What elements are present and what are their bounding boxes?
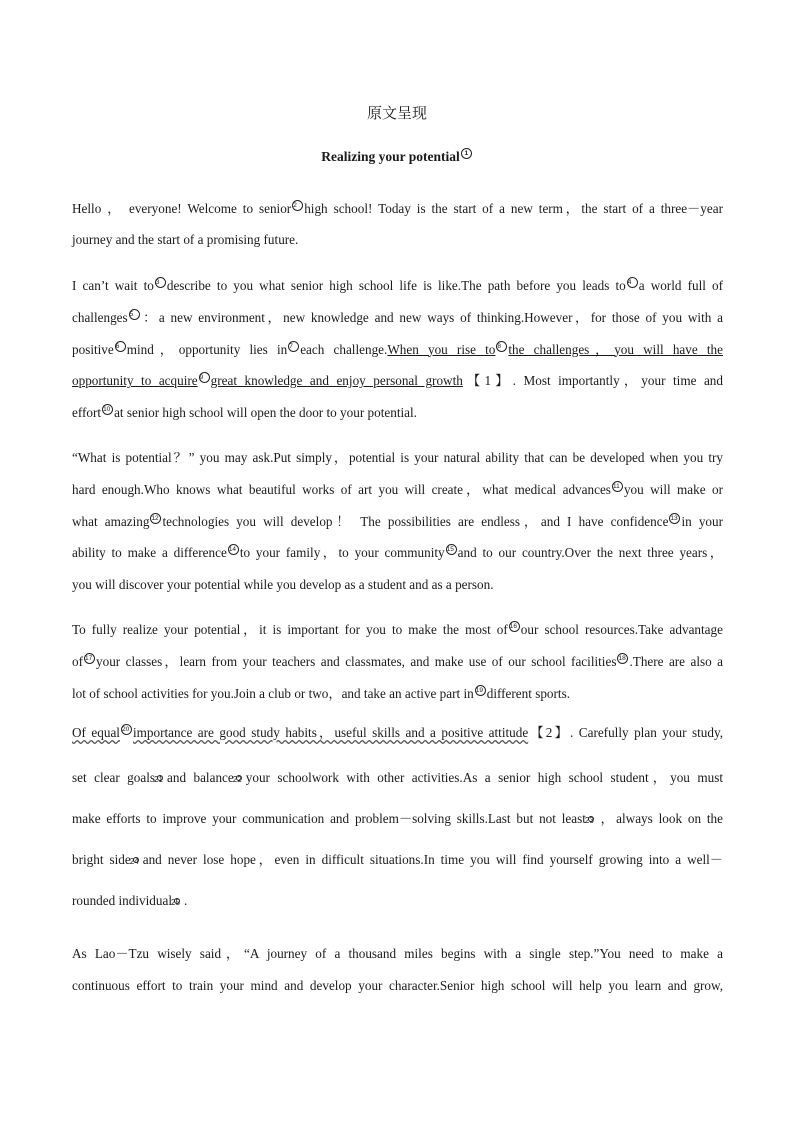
text-line bbox=[72, 646, 723, 678]
text-line: you will discover your potential while you develop as a student and as a person. bbox=[72, 577, 494, 593]
text-segment: what amazing bbox=[72, 513, 150, 529]
text-segment: and to our country.Over the next three years， bbox=[457, 545, 723, 561]
underlined-sentence bbox=[387, 342, 723, 357]
article-title-text: Realizing your potential bbox=[321, 149, 460, 164]
text-segment: and never lose hope，even in difficult situations.In time you will find yourself growing into a well－ bbox=[142, 852, 723, 867]
note-marker-11: 11 bbox=[612, 481, 623, 492]
note-marker-21 bbox=[154, 775, 165, 784]
note-number: 22 bbox=[232, 775, 242, 784]
note-marker-18: 18 bbox=[617, 653, 628, 664]
text-segment: and balance bbox=[167, 770, 234, 785]
paragraph-2 bbox=[72, 270, 723, 429]
text-segment: a world full of bbox=[638, 278, 724, 293]
text-segment: rounded individual bbox=[72, 893, 172, 908]
text-segment: great knowledge and enjoy personal growth bbox=[210, 373, 463, 389]
text-line bbox=[72, 397, 723, 429]
note-marker-19: 19 bbox=[475, 685, 486, 696]
text-segment: high school! Today is the start of a new term，the start of a three－year bbox=[304, 201, 723, 216]
note-marker-24 bbox=[129, 857, 141, 866]
note-marker-4: 4 bbox=[627, 277, 638, 288]
text-line bbox=[72, 723, 723, 743]
underlined-sentence bbox=[72, 373, 463, 388]
text-line bbox=[72, 757, 723, 798]
text-line bbox=[72, 474, 723, 506]
text-segment: our school resources.Take advantage bbox=[520, 622, 723, 637]
note-marker-25 bbox=[171, 898, 182, 907]
note-marker-1: 1 bbox=[461, 148, 472, 159]
text-segment: . bbox=[184, 893, 188, 908]
note-number: 23 bbox=[584, 816, 594, 825]
note-marker-12: 12 bbox=[150, 513, 161, 524]
text-line bbox=[72, 537, 723, 569]
paragraph-1 bbox=[72, 193, 723, 255]
note-marker-2: 2 bbox=[292, 200, 303, 211]
text-segment: Of equal bbox=[72, 725, 120, 740]
text-segment: different sports. bbox=[486, 685, 571, 701]
text-segment: challenges bbox=[72, 309, 128, 325]
text-line: “What is potential？” you may ask.Put simply，potential is your natural ability that can be developed when you try bbox=[72, 450, 723, 465]
text-segment: technologies you will develop！ The possibilities are endless，and I have confidence bbox=[162, 513, 669, 529]
text-line bbox=[72, 839, 723, 880]
text-segment: opportunity to acquire bbox=[72, 373, 198, 389]
note-marker-5: 5 bbox=[129, 309, 140, 320]
note-marker-15: 15 bbox=[446, 544, 457, 555]
text-line bbox=[72, 614, 723, 646]
text-segment: each challenge. bbox=[300, 341, 388, 357]
note-marker-6: 6 bbox=[115, 341, 126, 352]
text-segment: When you rise to bbox=[387, 341, 496, 357]
text-line bbox=[72, 506, 723, 538]
text-segment: hard enough.Who knows what beautiful works of art you will create，what medical advances bbox=[72, 481, 611, 497]
text-line bbox=[72, 798, 723, 839]
text-line bbox=[72, 678, 723, 710]
text-segment: .There are also a bbox=[629, 653, 723, 669]
section-heading: 原文呈现 bbox=[366, 106, 427, 122]
text-segment: you will make or bbox=[623, 481, 723, 497]
note-marker-7: 7 bbox=[288, 341, 299, 352]
note-marker-8: 8 bbox=[496, 341, 507, 352]
note-marker-23 bbox=[584, 816, 596, 825]
paragraph-3 bbox=[72, 442, 723, 601]
text-segment: ，always look on the bbox=[597, 811, 723, 826]
paragraph-4 bbox=[72, 614, 723, 709]
text-line bbox=[72, 365, 723, 397]
text-segment: make efforts to improve your communication and problem－solving skills.Last but not least bbox=[72, 811, 586, 826]
text-line: As Lao－Tzu wisely said，“A journey of a thousand miles begins with a single step.”You need to make a bbox=[72, 946, 723, 961]
wavy-underlined-sentence bbox=[72, 725, 528, 740]
text-line bbox=[72, 334, 723, 366]
text-segment: the challenges，you will have the bbox=[508, 341, 723, 357]
text-segment: set clear goals bbox=[72, 770, 155, 785]
text-segment: your schoolwork with other activities.As a senior high school student，you must bbox=[245, 770, 723, 785]
paragraph-5 bbox=[72, 723, 723, 921]
note-marker-3: 3 bbox=[155, 277, 166, 288]
text-line bbox=[72, 880, 723, 921]
text-segment: bright side bbox=[72, 852, 131, 867]
text-segment: effort bbox=[72, 405, 102, 421]
text-segment: positive bbox=[72, 341, 114, 357]
text-segment: Hello ， everyone! Welcome to senior bbox=[72, 201, 292, 216]
text-line: continuous effort to train your mind and develop your character.Senior high school will help you learn and grow, bbox=[72, 978, 723, 993]
note-marker-16: 16 bbox=[509, 621, 520, 632]
text-segment: 【2】. Carefully plan your study, bbox=[528, 725, 723, 740]
text-segment: to your family，to your community bbox=[239, 545, 445, 561]
text-segment: To fully realize your potential，it is important for you to make the most of bbox=[72, 622, 508, 637]
text-segment: describe to you what senior high school life is like.The path before you leads to bbox=[166, 278, 626, 293]
article-title bbox=[0, 148, 794, 165]
note-marker-14: 14 bbox=[228, 544, 239, 555]
note-marker-17: 17 bbox=[84, 653, 95, 664]
text-segment: lot of school activities for you.Join a club or two，and take an active part in bbox=[72, 685, 474, 701]
note-marker-9: 9 bbox=[199, 372, 210, 383]
text-line bbox=[72, 302, 723, 334]
note-number: 21 bbox=[154, 775, 163, 784]
text-segment: in your bbox=[681, 513, 723, 529]
paragraph-6 bbox=[72, 938, 723, 1002]
text-segment: ：a new environment，new knowledge and new ways of thinking.However，for those of you with a bbox=[140, 309, 723, 325]
text-line: journey and the start of a promising future. bbox=[72, 232, 299, 247]
text-segment: ability to make a difference bbox=[72, 545, 227, 561]
text-line bbox=[72, 193, 723, 224]
text-segment: 【1】. Most importantly，your time and bbox=[462, 373, 723, 389]
text-segment: at senior high school will open the door to your potential. bbox=[114, 405, 417, 421]
text-segment: I can’t wait to bbox=[72, 278, 154, 293]
note-marker-22 bbox=[232, 775, 244, 784]
note-number: 24 bbox=[129, 857, 139, 866]
text-segment: of bbox=[72, 653, 83, 669]
text-segment: mind，opportunity lies in bbox=[126, 341, 288, 357]
text-segment: your classes，learn from your teachers and classmates, and make use of our school facilities bbox=[96, 653, 617, 669]
note-marker-13: 13 bbox=[669, 513, 680, 524]
note-number: 25 bbox=[171, 898, 180, 907]
note-marker-20: 20 bbox=[121, 724, 132, 735]
text-line bbox=[72, 270, 723, 302]
note-marker-10: 10 bbox=[102, 404, 113, 415]
text-segment: importance are good study habits，useful skills and a positive attitude bbox=[132, 725, 529, 740]
